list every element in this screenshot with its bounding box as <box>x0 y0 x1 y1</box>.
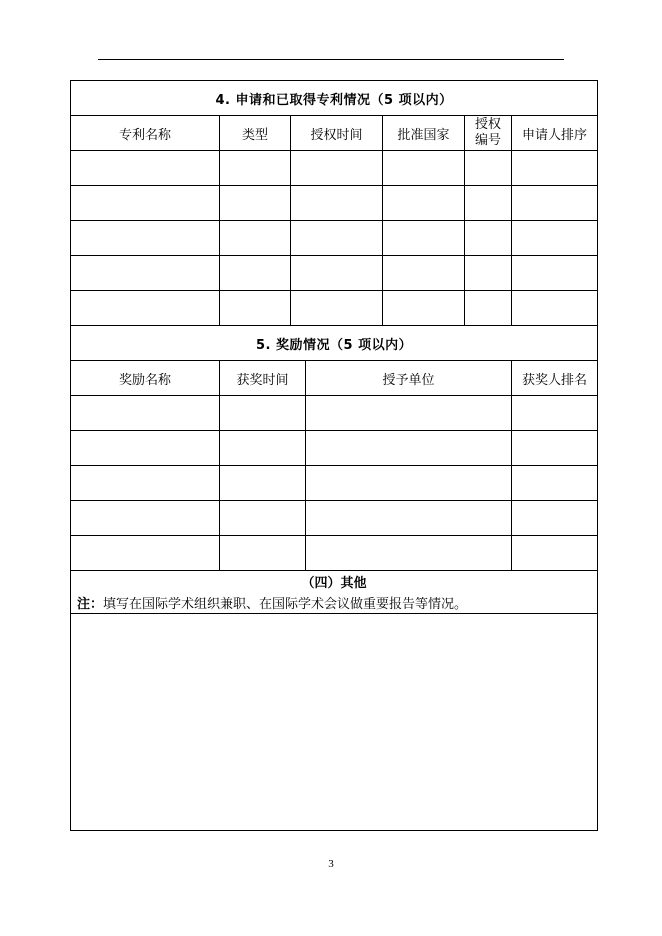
granting-organization-cell[interactable] <box>306 431 512 466</box>
award-row <box>71 431 598 466</box>
awardee-rank-header: 获奖人排名 <box>512 361 598 396</box>
patent-row <box>71 151 598 186</box>
other-section-title: （四）其他 <box>71 571 598 592</box>
award-row <box>71 396 598 431</box>
grant-number-cell[interactable] <box>465 151 512 186</box>
other-entry-area[interactable] <box>71 614 598 831</box>
patent-type-cell[interactable] <box>220 221 291 256</box>
award-name-header: 奖励名称 <box>71 361 220 396</box>
awardee-rank-cell[interactable] <box>512 536 598 571</box>
grant-date-cell[interactable] <box>291 151 383 186</box>
patent-row <box>71 186 598 221</box>
grant-date-cell[interactable] <box>291 256 383 291</box>
applicant-rank-cell[interactable] <box>512 291 598 326</box>
approving-country-cell[interactable] <box>383 151 465 186</box>
awardee-rank-cell[interactable] <box>512 501 598 536</box>
achievement-form-table <box>70 80 598 831</box>
patent-name-cell[interactable] <box>71 256 220 291</box>
applicant-rank-cell[interactable] <box>512 186 598 221</box>
other-note <box>71 591 598 614</box>
awardee-rank-cell[interactable] <box>512 431 598 466</box>
applicant-rank-cell[interactable] <box>512 221 598 256</box>
award-date-cell[interactable] <box>220 536 306 571</box>
grant-number-cell[interactable] <box>465 256 512 291</box>
granting-organization-header: 授予单位 <box>306 361 512 396</box>
patent-name-cell[interactable] <box>71 221 220 256</box>
note-label: 注： <box>77 596 104 612</box>
grant-date-cell[interactable] <box>291 291 383 326</box>
patent-name-header: 专利名称 <box>71 116 220 151</box>
patent-name-cell[interactable] <box>71 186 220 221</box>
granting-organization-cell[interactable] <box>306 466 512 501</box>
applicant-rank-cell[interactable] <box>512 151 598 186</box>
approving-country-cell[interactable] <box>383 291 465 326</box>
patent-name-cell[interactable] <box>71 151 220 186</box>
grant-number-cell[interactable] <box>465 186 512 221</box>
award-name-cell[interactable] <box>71 536 220 571</box>
patent-row <box>71 221 598 256</box>
note-text: 填写在国际学术组织兼职、在国际学术会议做重要报告等情况。 <box>103 596 468 612</box>
approving-country-cell[interactable] <box>383 256 465 291</box>
granting-organization-cell[interactable] <box>306 396 512 431</box>
patent-type-cell[interactable] <box>220 291 291 326</box>
patents-section-title: 4. 申请和已取得专利情况（5 项以内） <box>71 81 598 116</box>
award-date-cell[interactable] <box>220 466 306 501</box>
award-name-cell[interactable] <box>71 501 220 536</box>
grant-date-header: 授权时间 <box>291 116 383 151</box>
patent-type-header: 类型 <box>220 116 291 151</box>
award-name-cell[interactable] <box>71 431 220 466</box>
granting-organization-cell[interactable] <box>306 536 512 571</box>
page-number: 3 <box>328 858 334 870</box>
approving-country-cell[interactable] <box>383 221 465 256</box>
patent-row <box>71 291 598 326</box>
awards-section-title: 5. 奖励情况（5 项以内） <box>71 326 598 361</box>
award-date-header: 获奖时间 <box>220 361 306 396</box>
award-name-cell[interactable] <box>71 466 220 501</box>
patent-type-cell[interactable] <box>220 256 291 291</box>
patents-header-row <box>71 116 598 151</box>
award-row <box>71 501 598 536</box>
applicant-rank-cell[interactable] <box>512 256 598 291</box>
patent-name-cell[interactable] <box>71 291 220 326</box>
grant-number-cell[interactable] <box>465 291 512 326</box>
award-row <box>71 466 598 501</box>
header-rule <box>98 59 564 60</box>
award-date-cell[interactable] <box>220 501 306 536</box>
applicant-rank-header: 申请人排序 <box>512 116 598 151</box>
award-date-cell[interactable] <box>220 396 306 431</box>
awardee-rank-cell[interactable] <box>512 466 598 501</box>
patent-type-cell[interactable] <box>220 151 291 186</box>
awards-header-row <box>71 361 598 396</box>
grant-number-cell[interactable] <box>465 221 512 256</box>
granting-organization-cell[interactable] <box>306 501 512 536</box>
award-name-cell[interactable] <box>71 396 220 431</box>
grant-date-cell[interactable] <box>291 186 383 221</box>
patent-row <box>71 256 598 291</box>
approving-country-cell[interactable] <box>383 186 465 221</box>
grant-number-header <box>465 116 512 151</box>
patent-type-cell[interactable] <box>220 186 291 221</box>
awardee-rank-cell[interactable] <box>512 396 598 431</box>
grant-date-cell[interactable] <box>291 221 383 256</box>
grant-number-header-label: 授权 编号 <box>474 117 501 148</box>
approving-country-header: 批准国家 <box>383 116 465 151</box>
award-date-cell[interactable] <box>220 431 306 466</box>
award-row <box>71 536 598 571</box>
